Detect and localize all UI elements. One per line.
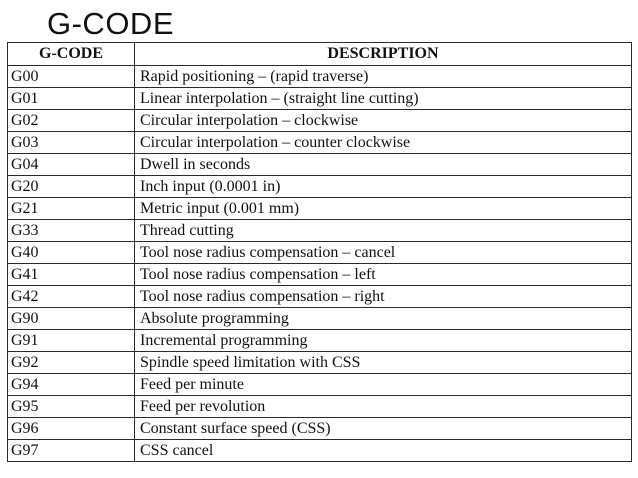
- gcode-cell: G92: [8, 352, 135, 374]
- description-cell: Inch input (0.0001 in): [135, 176, 632, 198]
- description-cell: Circular interpolation – clockwise: [135, 110, 632, 132]
- table-row: [8, 176, 632, 198]
- description-cell: Incremental programming: [135, 330, 632, 352]
- description-cell: Absolute programming: [135, 308, 632, 330]
- gcode-cell: G21: [8, 198, 135, 220]
- gcode-cell: G20: [8, 176, 135, 198]
- gcode-cell: G03: [8, 132, 135, 154]
- description-cell: Thread cutting: [135, 220, 632, 242]
- table-row: [8, 396, 632, 418]
- gcode-cell: G00: [8, 66, 135, 88]
- gcode-cell: G04: [8, 154, 135, 176]
- gcode-cell: G01: [8, 88, 135, 110]
- table-header-row: [8, 43, 632, 66]
- description-cell: Tool nose radius compensation – left: [135, 264, 632, 286]
- table-row: [8, 286, 632, 308]
- table-row: [8, 88, 632, 110]
- table-row: [8, 330, 632, 352]
- description-cell: Feed per revolution: [135, 396, 632, 418]
- table-row: [8, 352, 632, 374]
- description-cell: Spindle speed limitation with CSS: [135, 352, 632, 374]
- description-cell: Dwell in seconds: [135, 154, 632, 176]
- gcode-cell: G90: [8, 308, 135, 330]
- description-cell: Feed per minute: [135, 374, 632, 396]
- table-row: [8, 440, 632, 462]
- description-cell: Tool nose radius compensation – right: [135, 286, 632, 308]
- page-title: G-CODE: [47, 6, 174, 41]
- table-row: [8, 198, 632, 220]
- description-cell: Circular interpolation – counter clockwise: [135, 132, 632, 154]
- table-row: [8, 132, 632, 154]
- table-row: [8, 66, 632, 88]
- description-cell: CSS cancel: [135, 440, 632, 462]
- table-row: [8, 374, 632, 396]
- gcode-cell: G33: [8, 220, 135, 242]
- gcode-cell: G94: [8, 374, 135, 396]
- column-header-gcode: G-CODE: [8, 43, 135, 66]
- table-row: [8, 418, 632, 440]
- description-cell: Metric input (0.001 mm): [135, 198, 632, 220]
- column-header-description: DESCRIPTION: [135, 43, 632, 66]
- table-row: [8, 242, 632, 264]
- gcode-cell: G40: [8, 242, 135, 264]
- gcode-cell: G42: [8, 286, 135, 308]
- gcode-cell: G95: [8, 396, 135, 418]
- table-row: [8, 308, 632, 330]
- description-cell: Constant surface speed (CSS): [135, 418, 632, 440]
- gcode-table: [7, 42, 632, 462]
- table-row: [8, 110, 632, 132]
- description-cell: Tool nose radius compensation – cancel: [135, 242, 632, 264]
- table-body: [8, 66, 632, 462]
- gcode-cell: G97: [8, 440, 135, 462]
- description-cell: Rapid positioning – (rapid traverse): [135, 66, 632, 88]
- table-row: [8, 264, 632, 286]
- gcode-cell: G96: [8, 418, 135, 440]
- gcode-cell: G02: [8, 110, 135, 132]
- gcode-cell: G91: [8, 330, 135, 352]
- gcode-cell: G41: [8, 264, 135, 286]
- description-cell: Linear interpolation – (straight line cutting): [135, 88, 632, 110]
- table-row: [8, 154, 632, 176]
- table-row: [8, 220, 632, 242]
